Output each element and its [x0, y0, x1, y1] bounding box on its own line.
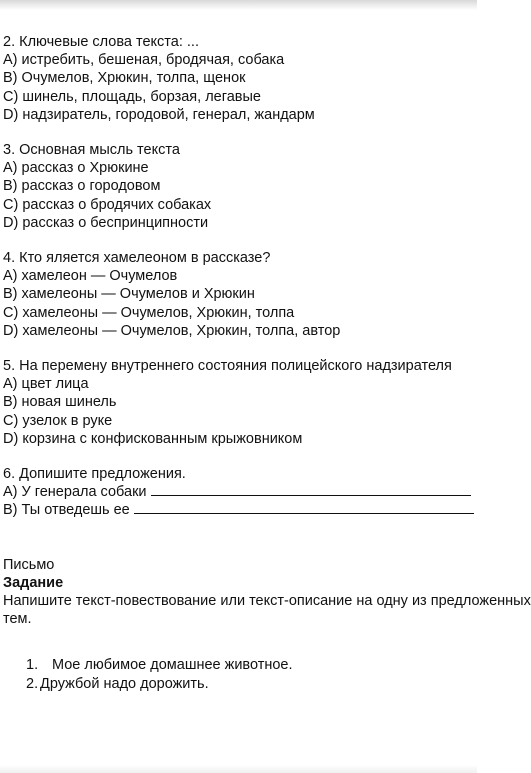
fill-in-sentence-b — [3, 501, 477, 519]
topic-number: 2. — [26, 675, 39, 692]
topic-item — [3, 675, 477, 693]
section-heading: Письмо — [3, 556, 55, 573]
topic-text: Мое любимое домашнее животное. — [52, 657, 293, 674]
answer-option: B) рассказ о городовом — [3, 178, 161, 195]
answer-option: D) хамелеоны — Очумелов, Хрюкин, толпа, автор — [3, 322, 341, 339]
answer-blank-b[interactable] — [134, 501, 474, 514]
scan-top-edge — [0, 0, 477, 10]
topic-list — [3, 656, 477, 692]
answer-option: B) новая шинель — [3, 394, 117, 411]
question-title: 4. Кто яляется хамелеоном в рассказе? — [3, 250, 271, 267]
answer-option: C) рассказ о бродячих собаках — [3, 196, 212, 213]
question-5 — [3, 357, 477, 448]
topic-number: 1. — [26, 657, 39, 674]
answer-option: C) шинель, площадь, борзая, легавые — [3, 88, 261, 105]
worksheet — [3, 33, 531, 693]
question-3 — [3, 141, 477, 232]
question-title: 3. Основная мысль текста — [3, 142, 180, 159]
topic-text: Дружбой надо дорожить. — [40, 675, 209, 692]
question-title: 5. На перемену внутреннего состояния полицейского надзирателя — [3, 358, 452, 375]
answer-option: A) хамелеон — Очумелов — [3, 268, 178, 285]
question-4 — [3, 249, 477, 340]
answer-option: C) узелок в руке — [3, 412, 113, 429]
answer-option: A) истребить, бешеная, бродячая, собака — [3, 52, 285, 69]
question-2 — [3, 33, 477, 124]
question-6 — [3, 465, 477, 520]
scan-bottom-edge — [0, 765, 477, 773]
answer-option: B) Очумелов, Хрюкин, толпа, щенок — [3, 70, 246, 87]
answer-option: D) корзина с конфискованным крыжовником — [3, 430, 303, 447]
answer-option: A) рассказ о Хрюкине — [3, 160, 149, 177]
answer-option: C) хамелеоны — Очумелов, Хрюкин, толпа — [3, 304, 295, 321]
task-instruction: Напишите текст-повествование или текст-описание на одну из предложенных — [3, 593, 531, 610]
writing-section — [3, 556, 531, 629]
task-label: Задание — [3, 574, 64, 591]
answer-blank-a[interactable] — [151, 483, 471, 496]
topic-item — [3, 656, 477, 674]
answer-option: D) надзиратель, городовой, генерал, жандарм — [3, 106, 315, 123]
fill-in-sentence-a — [3, 483, 477, 501]
task-instruction-cont: тем. — [3, 611, 32, 628]
answer-option: A) цвет лица — [3, 376, 89, 393]
answer-option: B) хамелеоны — Очумелов и Хрюкин — [3, 286, 255, 303]
sentence-b-text: B) Ты отведешь ее — [3, 502, 130, 519]
question-title: 6. Допишите предложения. — [3, 466, 186, 483]
answer-option: D) рассказ о беспринципности — [3, 214, 209, 231]
sentence-a-text: A) У генерала собаки — [3, 484, 147, 501]
question-title: 2. Ключевые слова текста: ... — [3, 34, 199, 50]
